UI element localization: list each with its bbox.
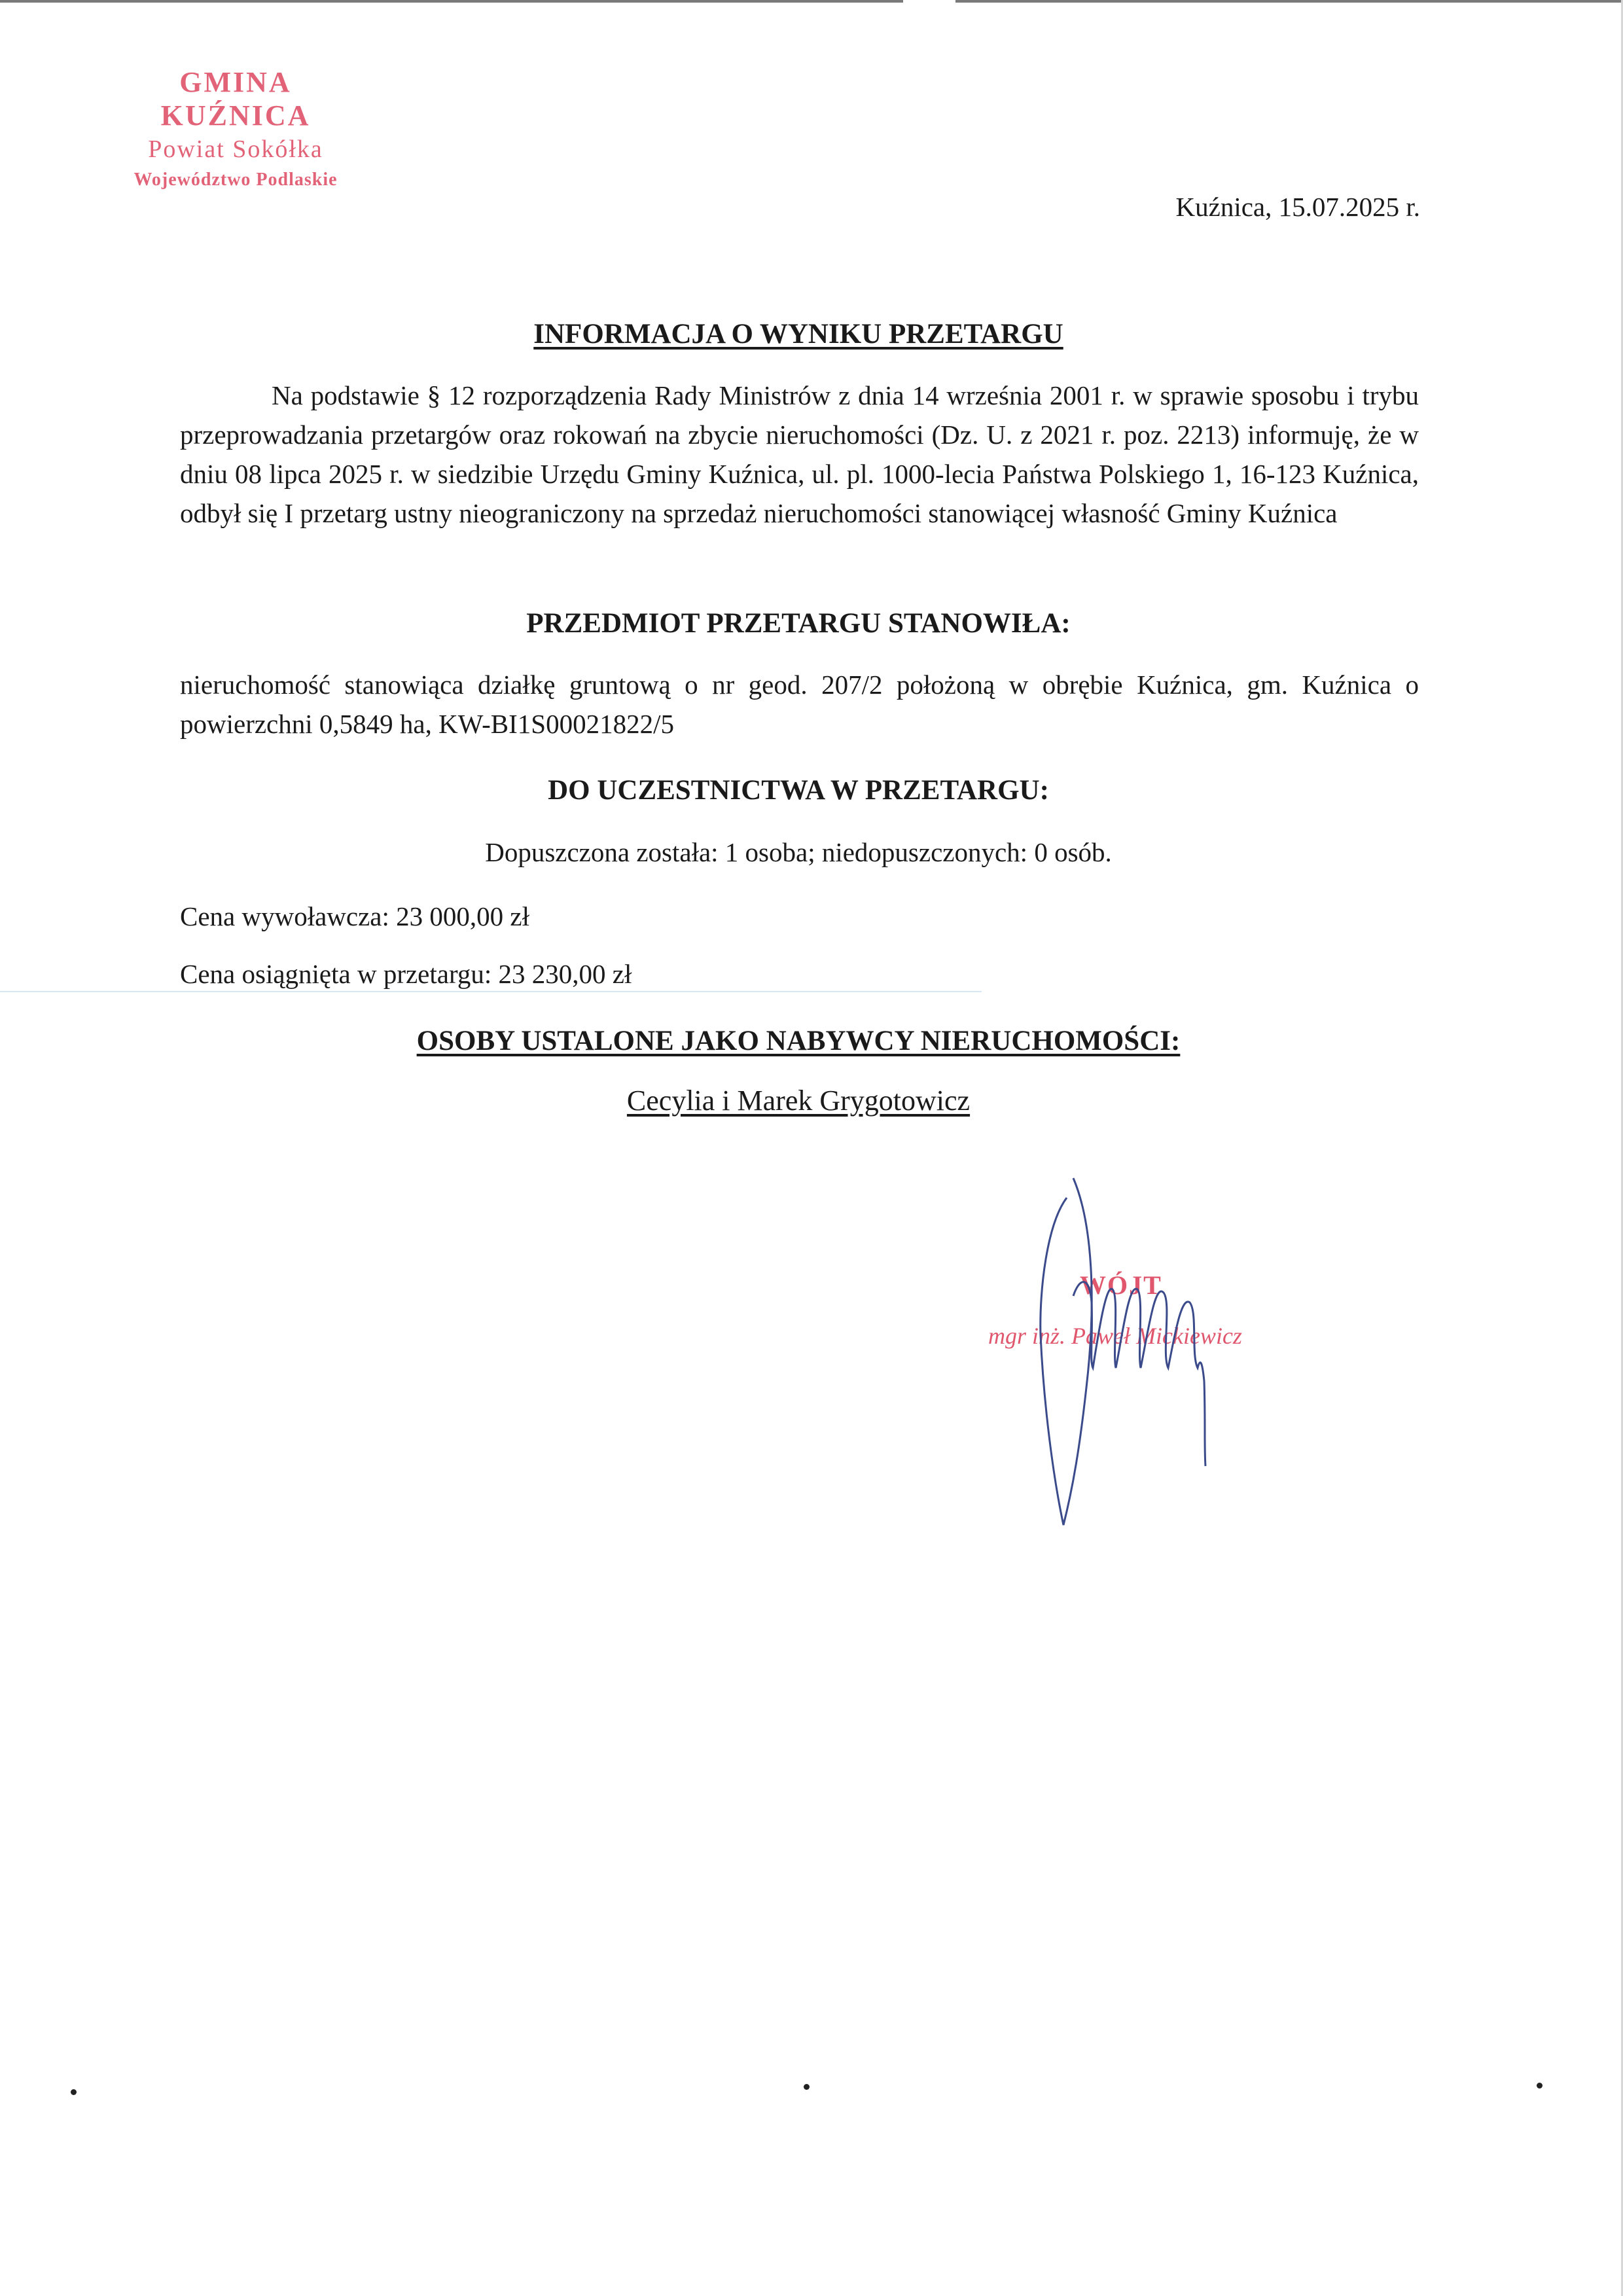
intro-text: Na podstawie § 12 rozporządzenia Rady Ministrów z dnia 14 września 2001 r. w sprawie sposobu i trybu przeprowadzania przetargów oraz rokowań na zbycie nieruchomości (Dz. U. z 2021 r. poz. 2213) informuję, że w dniu 08 lipca 2025 r. w siedzibie Urzędu Gminy Kuźnica, ul. pl. 1000-lecia Państwa Polskiego 1, 16-123 Kuźnica, odbył się I przetarg ustny nieograniczony na sprzedaż nieruchomości stanowiącej własność Gminy Kuźnica (180, 380, 1419, 528)
intro-paragraph (180, 376, 1419, 533)
buyers-heading: OSOBY USTALONE JAKO NABYWCY NIERUCHOMOŚCI: (416, 1026, 1181, 1056)
participation-text: Dopuszczona została: 1 osoba; niedopuszczonych: 0 osób. (485, 837, 1112, 867)
signature-loop (1041, 1178, 1092, 1525)
scan-edge-segment (0, 0, 903, 3)
stamp-line-wojewodztwo: Województwo Podlaskie (134, 170, 338, 190)
handwritten-signature (982, 1172, 1276, 1538)
scan-dot (804, 2084, 810, 2090)
mayor-title: WÓJT (1080, 1270, 1162, 1300)
scan-artifact-line (0, 991, 982, 992)
municipality-stamp (79, 65, 393, 194)
signature-strokes (1073, 1282, 1205, 1466)
scan-dot (71, 2089, 77, 2095)
stamp-line-powiat: Powiat Sokółka (148, 135, 323, 163)
scan-edge-segment (955, 0, 1623, 3)
scan-top-edge (0, 0, 1623, 3)
participation-heading: DO UCZESTNICTWA W PRZETARGU: (548, 775, 1049, 806)
subject-heading: PRZEDMIOT PRZETARGU STANOWIŁA: (526, 608, 1071, 639)
stamp-line-gmina: GMINA (179, 66, 292, 98)
stamp-line-kuznica: KUŹNICA (160, 99, 311, 132)
achieved-price: Cena osiągnięta w przetargu: 23 230,00 zł (180, 959, 632, 989)
buyers-line (0, 1084, 1597, 1117)
buyers-names: Cecylia i Marek Grygotowicz (626, 1085, 971, 1117)
mayor-name: mgr inż. Paweł Mickiewicz (988, 1323, 1242, 1349)
document-date: Kuźnica, 15.07.2025 r. (1175, 192, 1420, 222)
starting-price: Cena wywoławcza: 23 000,00 zł (180, 901, 529, 931)
scan-dot (1537, 2083, 1543, 2089)
document-title: INFORMACJA O WYNIKU PRZETARGU (533, 319, 1063, 350)
subject-text: nieruchomość stanowiąca działkę gruntową o nr geod. 207/2 położoną w obrębie Kuźnica, gm. Kuźnica o powierzchni 0,5849 ha, KW-BI1S00021822/5 (180, 670, 1419, 739)
